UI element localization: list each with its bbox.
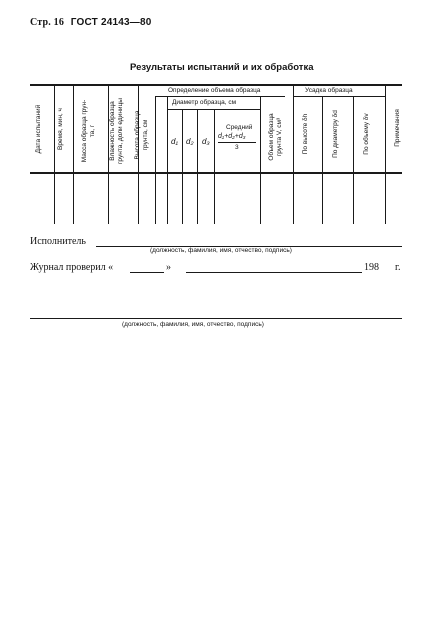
d2-header: d₂ xyxy=(186,137,194,146)
journal-year-suffix: г. xyxy=(395,262,401,273)
mean-numerator: d₁+d₂+d₃ xyxy=(218,133,246,140)
journal-year: 198 xyxy=(364,262,379,273)
shrink-volume-column-header: По объему δv xyxy=(363,113,370,155)
d1-header: d₁ xyxy=(171,137,178,146)
journal-label: Журнал проверил « xyxy=(30,262,114,273)
time-column-header: Время, мин, ч xyxy=(57,108,64,150)
shrinkage-group-header: Усадка образца xyxy=(305,87,353,94)
executor-label: Исполнитель xyxy=(30,236,86,247)
journal-month-line xyxy=(186,272,362,273)
diameter-group-header: Диаметр образца, см xyxy=(172,99,237,106)
standard-number: ГОСТ 24143—80 xyxy=(70,17,152,28)
moisture-column-header: Влажность образца грунта, доли единицы xyxy=(109,98,124,164)
journal-day-line xyxy=(130,272,164,273)
bottom-signature-line xyxy=(30,318,402,319)
mass-column-header: Масса образца грун- та, г xyxy=(81,99,96,163)
bottom-caption: (должность, фамилия, имя, отчество, подпись) xyxy=(122,321,264,328)
executor-caption: (должность, фамилия, имя, отчество, подпись) xyxy=(150,247,292,254)
date-column-header: Дата испытаний xyxy=(35,104,42,154)
volume-group-header: Определение объема образца xyxy=(168,87,261,94)
section-title: Результаты испытаний и их обработка xyxy=(130,62,314,73)
notes-column-header: Примечания xyxy=(394,109,401,147)
shrink-diameter-column-header: По диаметру δd xyxy=(332,110,339,158)
shrink-height-column-header: По высоте δh xyxy=(302,113,309,155)
mean-denominator: 3 xyxy=(235,144,239,151)
volume-column-header: Объем образца грунта V, см³ xyxy=(268,113,283,161)
page-header xyxy=(30,17,152,28)
height-column-header: Высота образца грунта, см xyxy=(134,110,149,160)
page-label: Стр. 16 xyxy=(30,17,65,28)
journal-close-quote: » xyxy=(166,262,171,273)
d3-header: d₃ xyxy=(202,137,210,146)
mean-label: Средний xyxy=(226,124,253,131)
